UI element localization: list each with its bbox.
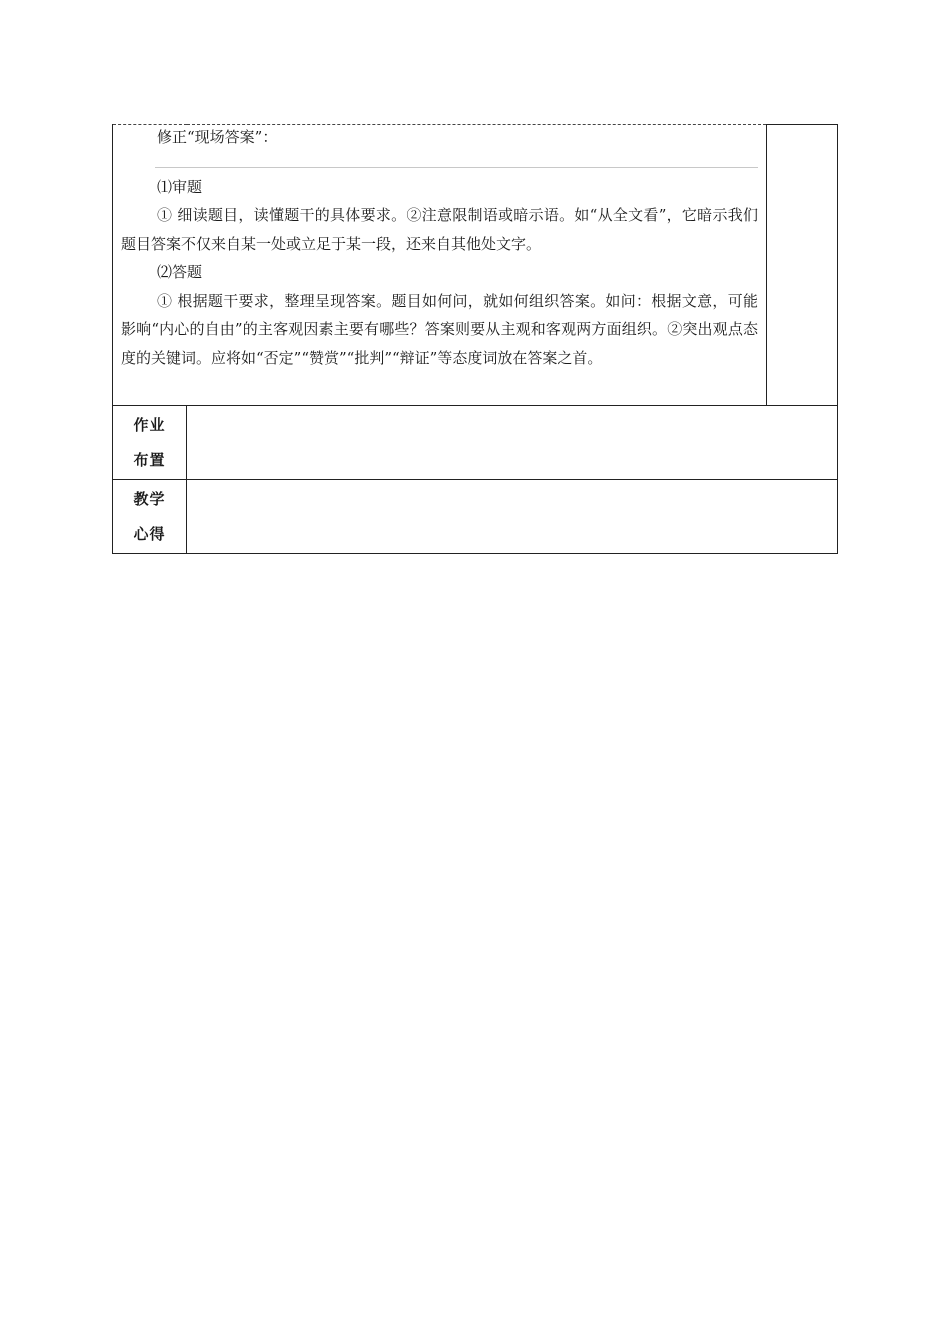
homework-label [113, 406, 187, 480]
reflection-label-line1: 教学 [133, 489, 166, 508]
blank-answer-line [155, 167, 758, 168]
step1-title: ⑴审题 [157, 177, 203, 196]
homework-label-line2: 布置 [133, 450, 166, 469]
homework-value [187, 406, 838, 480]
notes-cell [767, 125, 838, 406]
lesson-plan-table [112, 124, 838, 554]
reflection-row [113, 480, 838, 554]
reflection-label [113, 480, 187, 554]
step2-body: ① 根据题干要求，整理呈现答案。题目如何问，就如何组织答案。如问：根据文意，可能影响“内心的自由”的主客观因素主要有哪些？答案则要从主观和客观两方面组织。②突出观点态度的关键词。应将如“否定”“赞赏”“批判”“辩证”等态度词放在答案之首。 [121, 291, 758, 367]
step1-body: ① 细读题目，读懂题干的具体要求。②注意限制语或暗示语。如“从全文看”，它暗示我们题目答案不仅来自某一处或立足于某一段，还来自其他处文字。 [121, 206, 758, 253]
reflection-label-line2: 心得 [133, 524, 166, 543]
content-row [113, 125, 838, 406]
step2-title: ⑵答题 [157, 263, 203, 281]
correction-heading: 修正“现场答案”： [157, 128, 278, 146]
reflection-value [187, 480, 838, 554]
homework-label-line1: 作业 [133, 415, 166, 434]
answer-method-cell [113, 125, 767, 406]
homework-row [113, 406, 838, 480]
